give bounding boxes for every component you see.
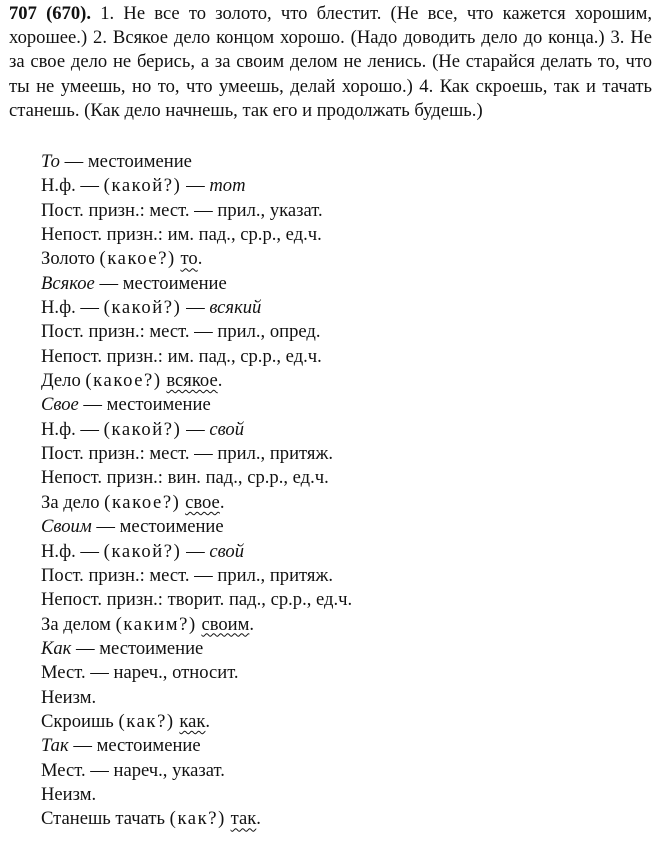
sentence-member: как bbox=[179, 710, 206, 732]
analyzed-word: Так bbox=[41, 735, 69, 757]
analysis-line: Пост. призн.: мест. — прил., опред. bbox=[41, 321, 321, 343]
analysis-line: Неизм. bbox=[41, 686, 97, 708]
analyzed-word: Свое bbox=[41, 394, 79, 416]
analysis-line: За дело (какое?) свое. bbox=[41, 491, 225, 513]
analysis-line: Пост. призн.: мест. — прил., притяж. bbox=[41, 564, 333, 586]
sentence-member: так bbox=[230, 808, 257, 830]
analysis-line: Станешь тачать (как?) так. bbox=[41, 808, 261, 830]
analysis-line: Н.ф. — (какой?) — свой bbox=[41, 418, 245, 440]
analysis-line: Своим — местоимение bbox=[41, 516, 224, 538]
analysis-line: Непост. призн.: вин. пад., ср.р., ед.ч. bbox=[41, 467, 329, 489]
question: (какое?) bbox=[99, 248, 176, 270]
sentence-member: то bbox=[180, 248, 198, 270]
analysis-line: Непост. призн.: им. пад., ср.р., ед.ч. bbox=[41, 345, 322, 367]
analyzed-word: То bbox=[41, 151, 60, 172]
initial-form: всякий bbox=[209, 297, 262, 319]
question: (как?) bbox=[118, 710, 175, 732]
analysis-line: Н.ф. — (какой?) — свой bbox=[41, 540, 245, 562]
exercise-text: 1. Не все то золото, что блестит. (Не все, что кажется хорошим, хорошее.) 2. Всякое дело концом хорошо. (Надо доводить дело до конца.) 3. Не за свое дело не берись, а за своим делом не ленись. (Не старайся делать то, что ты не умеешь, но то, что умеешь, делай хорошо.) 4. Как скроешь, так и тачать станешь. (Как дело начнешь, так его и продолжать будешь.) bbox=[9, 3, 652, 121]
analysis-lines bbox=[41, 150, 641, 832]
analysis-line: Неизм. bbox=[41, 783, 97, 805]
analysis-line: Пост. призн.: мест. — прил., указат. bbox=[41, 199, 323, 221]
sentence-member: своим bbox=[201, 613, 250, 635]
initial-form: тот bbox=[209, 175, 246, 197]
analysis-line: Как — местоимение bbox=[41, 637, 204, 659]
exercise-number: 707 (670). bbox=[9, 3, 92, 24]
analyzed-word: Как bbox=[41, 637, 72, 659]
question: (как?) bbox=[169, 808, 226, 830]
analysis-line: То — местоимение bbox=[41, 151, 192, 172]
analyzed-word: Своим bbox=[41, 516, 92, 538]
initial-form: свой bbox=[209, 418, 245, 440]
analysis-line: Дело (какое?) всякое. bbox=[41, 370, 223, 392]
analysis-line: Свое — местоимение bbox=[41, 394, 211, 416]
analysis-line: Скроишь (как?) как. bbox=[41, 710, 211, 732]
analysis-line: Пост. призн.: мест. — прил., притяж. bbox=[41, 443, 333, 465]
initial-form: свой bbox=[209, 540, 245, 562]
analysis-line: Н.ф. — (какой?) — тот bbox=[41, 175, 246, 197]
analysis-line: Непост. призн.: им. пад., ср.р., ед.ч. bbox=[41, 224, 322, 246]
question: (какой?) bbox=[103, 297, 182, 319]
analysis-line: Всякое — местоимение bbox=[41, 272, 227, 294]
analysis-line: Н.ф. — (какой?) — всякий bbox=[41, 297, 262, 319]
analysis-line: Так — местоимение bbox=[41, 735, 201, 757]
question: (какое?) bbox=[104, 491, 181, 513]
analysis-line: Непост. призн.: творит. пад., ср.р., ед.ч. bbox=[41, 589, 353, 611]
question: (какое?) bbox=[85, 370, 162, 392]
question: (каким?) bbox=[115, 613, 197, 635]
analysis-line: Золото (какое?) то. bbox=[41, 248, 203, 270]
sentence-member: всякое bbox=[166, 370, 218, 392]
analyzed-word: Всякое bbox=[41, 272, 95, 294]
sentence-member: свое bbox=[185, 491, 220, 513]
exercise-intro bbox=[9, 2, 652, 123]
analysis-line: Мест. — нареч., указат. bbox=[41, 759, 225, 781]
analysis-line: Мест. — нареч., относит. bbox=[41, 662, 239, 684]
question: (какой?) bbox=[103, 540, 182, 562]
analysis-line: За делом (каким?) своим. bbox=[41, 613, 255, 635]
question: (какой?) bbox=[103, 175, 182, 197]
question: (какой?) bbox=[103, 418, 182, 440]
